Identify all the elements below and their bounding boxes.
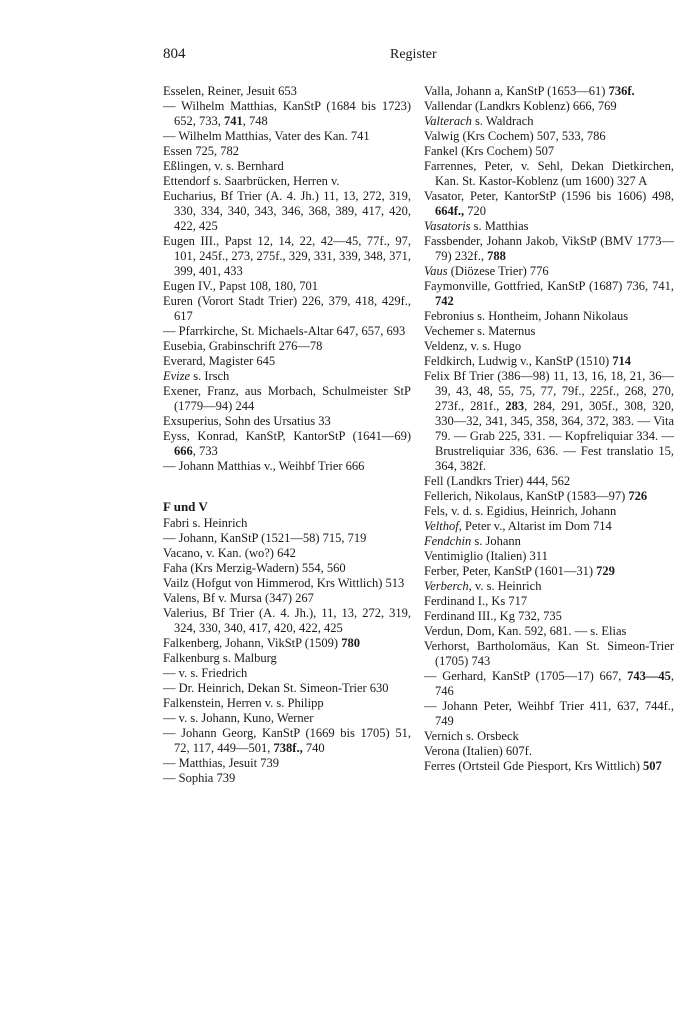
index-entry: — Johann, KanStP (1521—58) 715, 719 [163,531,367,545]
index-entry: Eßlingen, v. s. Bernhard [163,159,284,173]
index-entry: Vasator, Peter, KantorStP (1596 bis 1606) 498, 664f., 720 [424,189,674,218]
index-entry: — Johann Peter, Weihbf Trier 411, 637, 744f., 749 [424,699,674,728]
index-entry: Fell (Landkrs Trier) 444, 562 [424,474,571,488]
index-entry: — v. s. Johann, Kuno, Werner [163,711,314,725]
index-entry: — Sophia 739 [163,771,236,785]
index-entry: Faymonville, Gottfried, KanStP (1687) 736, 741, 742 [424,279,674,308]
index-entry: Evize s. Irsch [163,369,230,383]
index-entry: Valterach s. Waldrach [424,114,534,128]
index-entry: Eugen IV., Papst 108, 180, 701 [163,279,318,293]
index-entry: Vailz (Hofgut von Himmerod, Krs Wittlich) 513 [163,576,405,590]
index-entry: Ferber, Peter, KanStP (1601—31) 729 [424,564,615,578]
running-head: Register [390,47,437,62]
index-entry: Ferdinand III., Kg 732, 735 [424,609,562,623]
index-entry: — Wilhelm Matthias, KanStP (1684 bis 1723) 652, 733, 741, 748 [163,99,411,128]
index-entry: — v. s. Friedrich [163,666,248,680]
index-entry: Farrennes, Peter, v. Sehl, Dekan Dietkirchen, Kan. St. Kastor-Koblenz (um 1600) 327 A [424,159,674,188]
index-entry: Eyss, Konrad, KanStP, KantorStP (1641—69) 666, 733 [163,429,411,458]
index-entry: Exsuperius, Sohn des Ursatius 33 [163,414,331,428]
index-entry: Falkenstein, Herren v. s. Philipp [163,696,324,710]
index-entry: Eusebia, Grabinschrift 276—78 [163,339,323,353]
index-entry: Vallendar (Landkrs Koblenz) 666, 769 [424,99,617,113]
index-entry: Velthof, Peter v., Altarist im Dom 714 [424,519,612,533]
index-entry: Ventimiglio (Italien) 311 [424,549,548,563]
index-entry: Everard, Magister 645 [163,354,276,368]
index-entry: Vernich s. Orsbeck [424,729,519,743]
index-entry: Valwig (Krs Cochem) 507, 533, 786 [424,129,606,143]
index-entry: Ferres (Ortsteil Gde Piesport, Krs Wittlich) 507 [424,759,662,773]
index-entry: — Wilhelm Matthias, Vater des Kan. 741 [163,129,370,143]
page-number: 804 [163,46,186,62]
index-column-right [424,84,674,774]
index-entry: Febronius s. Hontheim, Johann Nikolaus [424,309,629,323]
index-entry: Eucharius, Bf Trier (A. 4. Jh.) 11, 13, 272, 319, 330, 334, 340, 343, 346, 368, 389, 417, 420, 422, 425 [163,189,411,233]
index-entry: Felix Bf Trier (386—98) 11, 13, 16, 18, 21, 36—39, 43, 48, 55, 75, 77, 79f., 225f., 268, 270, 273f., 281f., 283, 284, 291, 305f., 308, 320, 330—32, 341, 345, 358, 364, 372, 383. — Vita 79. — Grab 225, 331. — Kopfreliquiar 334. — Brustreliquiar 336, 636. — Fest translatio 15, 364, 382f. [424,369,675,473]
index-entry: — Gerhard, KanStP (1705—17) 667, 743—45, 746 [424,669,674,698]
index-entry: Fabri s. Heinrich [163,516,248,530]
index-entry: Verhorst, Bartholomäus, Kan St. Simeon-Trier (1705) 743 [424,639,674,668]
index-entry: Valerius, Bf Trier (A. 4. Jh.), 11, 13, 272, 319, 324, 330, 340, 417, 420, 422, 425 [163,606,411,635]
index-entry: Vasatoris s. Matthias [424,219,529,233]
index-entry: — Pfarrkirche, St. Michaels-Altar 647, 657, 693 [163,324,406,338]
index-entry: Vaus (Diözese Trier) 776 [424,264,549,278]
section-heading: F und V [163,499,208,514]
index-entry: — Johann Matthias v., Weihbf Trier 666 [163,459,365,473]
index-entry: Fendchin s. Johann [424,534,521,548]
index-entry: Fellerich, Nikolaus, KanStP (1583—97) 726 [424,489,648,503]
index-column-left [163,84,411,786]
index-entry: Falkenberg, Johann, VikStP (1509) 780 [163,636,360,650]
index-entry: Fassbender, Johann Jakob, VikStP (BMV 1773—79) 232f., 788 [424,234,674,263]
index-entry: Veldenz, v. s. Hugo [424,339,522,353]
index-entry: Exener, Franz, aus Morbach, Schulmeister StP (1779—94) 244 [163,384,411,413]
index-entry: Verberch, v. s. Heinrich [424,579,542,593]
index-entry: Faha (Krs Merzig-Wadern) 554, 560 [163,561,346,575]
index-entry: Fankel (Krs Cochem) 507 [424,144,555,158]
index-entry: Ettendorf s. Saarbrücken, Herren v. [163,174,340,188]
index-entry: — Dr. Heinrich, Dekan St. Simeon-Trier 630 [163,681,389,695]
index-entry: Falkenburg s. Malburg [163,651,277,665]
index-entry: Verdun, Dom, Kan. 592, 681. — s. Elias [424,624,627,638]
index-entry: — Johann Georg, KanStP (1669 bis 1705) 51, 72, 117, 449—501, 738f., 740 [163,726,411,755]
index-entry: Eugen III., Papst 12, 14, 22, 42—45, 77f., 97, 101, 245f., 273, 275f., 329, 331, 339, 348, 371, 399, 401, 433 [163,234,411,278]
section-gap [163,474,411,499]
index-entry: Essen 725, 782 [163,144,240,158]
index-entry: Verona (Italien) 607f. [424,744,532,758]
index-entry: Valla, Johann a, KanStP (1653—61) 736f. [424,84,635,98]
index-entry: Vacano, v. Kan. (wo?) 642 [163,546,296,560]
index-entry: Feldkirch, Ludwig v., KanStP (1510) 714 [424,354,632,368]
index-entry: Esselen, Reiner, Jesuit 653 [163,84,297,98]
index-entry: Vechemer s. Maternus [424,324,536,338]
index-entry: Fels, v. d. s. Egidius, Heinrich, Johann [424,504,617,518]
index-entry: Ferdinand I., Ks 717 [424,594,528,608]
index-entry: — Matthias, Jesuit 739 [163,756,279,770]
index-entry: Euren (Vorort Stadt Trier) 226, 379, 418, 429f., 617 [163,294,411,323]
index-entry: Valens, Bf v. Mursa (347) 267 [163,591,314,605]
